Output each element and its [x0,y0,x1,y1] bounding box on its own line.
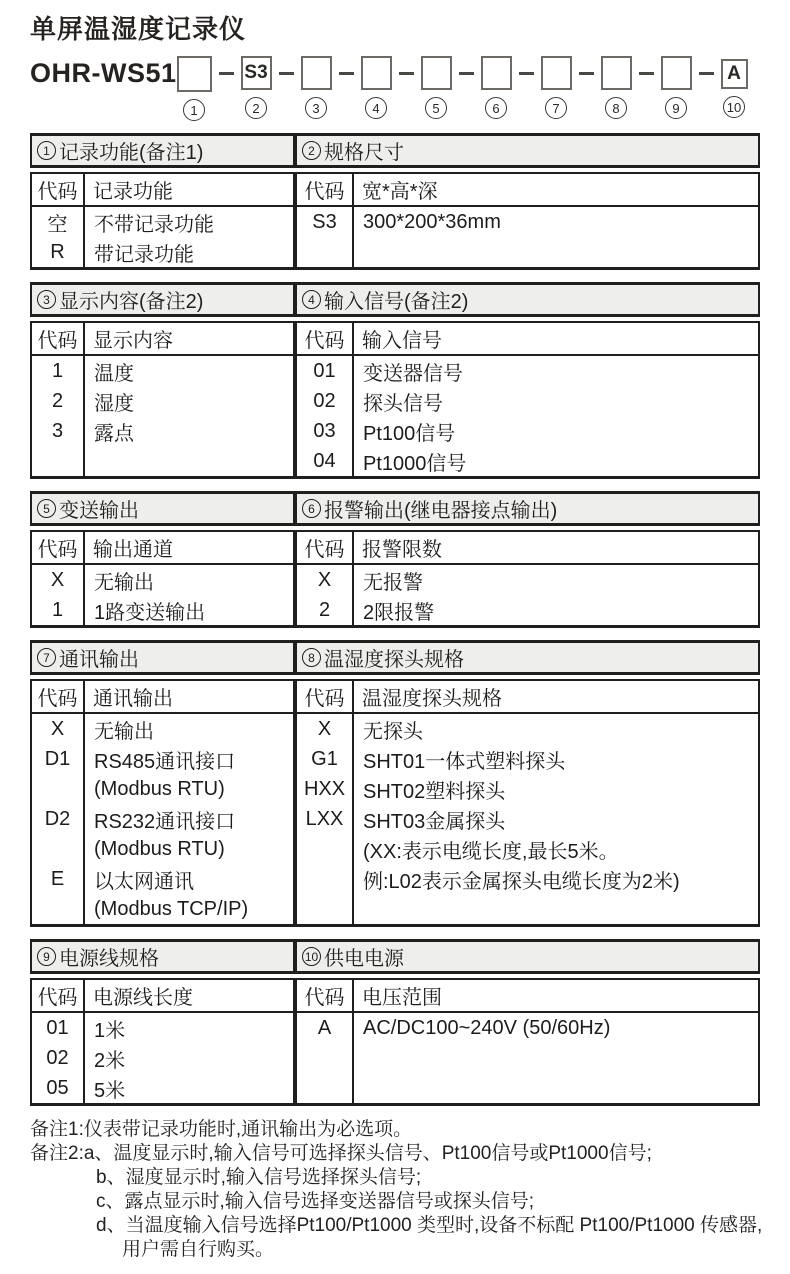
section-number: 2 [302,141,321,160]
section-number: 10 [302,947,321,966]
code-cell [32,894,83,924]
desc-column-header: 温湿度探头规格 [362,688,502,710]
section-header [30,491,295,526]
code-cell: 05 [46,1076,69,1099]
desc-cell: (Modbus RTU) [94,837,225,860]
desc-column [85,207,293,267]
segment-number: 1 [183,99,205,121]
desc-column [354,565,758,625]
code-column [32,1013,85,1103]
code-column-header: 代码 [297,174,354,205]
section-title: 输入信号(备注2) [324,291,469,313]
segment-number: 6 [485,97,507,119]
desc-cell: 以太网通讯 [94,870,194,893]
desc-column-header: 输出通道 [93,539,173,561]
section-header [295,491,760,526]
section-10 [295,939,760,1106]
section-6 [295,491,760,628]
section-header [30,282,295,317]
section-pair [30,282,760,479]
section-pair [30,939,760,1106]
desc-cell: SHT03金属探头 [363,810,506,833]
section-1 [30,133,295,270]
section-number: 5 [37,499,56,518]
table-body [32,356,293,476]
table-body [297,714,758,924]
desc-cell: 1路变送输出 [94,601,206,624]
spec-table [295,172,760,270]
code-column [297,714,354,924]
desc-cell: Pt100信号 [363,422,456,445]
code-cell [297,834,352,864]
desc-cell: 不带记录功能 [94,213,214,236]
model-segment-4 [361,56,392,119]
note-line: 备注2:a、温度显示时,输入信号可选择探头信号、Pt100信号或Pt1000信号; [30,1143,652,1164]
section-title: 记录功能(备注1) [59,142,204,164]
desc-cell: RS485通讯接口 [94,750,236,773]
section-title: 变送输出 [59,500,139,522]
section-header [295,133,760,168]
spec-table [30,679,295,927]
model-code-line [30,56,760,121]
section-header [30,640,295,675]
section-header [295,282,760,317]
section-title: 通讯输出 [59,649,139,671]
model-code-box-filled: A [721,59,748,89]
desc-column-header: 电源线长度 [93,987,193,1009]
note-line: d、当温度输入信号选择Pt100/Pt1000 类型时,设备不标配 Pt100/Pt1000 传感器, [96,1215,763,1236]
code-cell: HXX [303,777,346,800]
desc-column-header: 记录功能 [93,181,173,203]
dash-separator [219,72,234,75]
code-cell [32,834,83,864]
desc-cell: 2限报警 [363,601,435,624]
segment-number: 8 [605,97,627,119]
section-title: 供电电源 [324,948,404,970]
section-5 [30,491,295,628]
model-code-box-empty [421,56,452,90]
spec-table [295,530,760,628]
model-segment-2 [241,56,272,119]
spec-table [295,679,760,927]
desc-cell: (Modbus RTU) [94,777,225,800]
desc-column-header: 显示内容 [93,330,173,352]
note-line: c、露点显示时,输入信号选择变送器信号或探头信号; [96,1191,535,1212]
desc-cell: AC/DC100~240V (50/60Hz) [363,1016,611,1039]
spec-table [295,978,760,1106]
code-column [32,565,85,625]
section-8 [295,640,760,927]
footnotes [30,1118,763,1262]
code-cell: E [50,867,65,890]
dash-separator [279,72,294,75]
segment-number: 4 [365,97,387,119]
desc-column-header: 报警限数 [362,539,442,561]
desc-cell: (XX:表示电缆长度,最长5米。 [363,840,619,863]
section-3 [30,282,295,479]
section-7 [30,640,295,927]
desc-cell: 300*200*36mm [363,210,501,233]
table-header-row [297,681,758,714]
code-cell: 03 [313,419,336,442]
section-pair [30,133,760,270]
table-body [32,714,293,924]
desc-cell: SHT02塑料探头 [363,780,506,803]
table-header-row [32,980,293,1013]
code-column-header: 代码 [297,681,354,712]
model-prefix: OHR-WS51 [30,58,177,88]
table-body [32,565,293,625]
model-segment-10 [721,56,748,118]
spec-table [295,321,760,479]
code-column [297,1013,354,1103]
desc-cell: 带记录功能 [94,243,194,266]
segment-number: 2 [245,97,267,119]
dash-separator [579,72,594,75]
section-number: 8 [302,648,321,667]
desc-cell: SHT01一体式塑料探头 [363,750,566,773]
desc-column [354,1013,758,1103]
model-segments [177,56,748,121]
spec-table [30,321,295,479]
section-title: 电源线规格 [59,948,159,970]
code-cell: 2 [318,598,331,621]
section-number: 1 [37,141,56,160]
model-segment-7 [541,56,572,119]
code-column-header: 代码 [32,174,85,205]
table-body [297,565,758,625]
spec-sections [30,133,760,1106]
model-segment-9 [661,56,692,119]
desc-column [85,356,293,476]
dash-separator [459,72,474,75]
code-cell: R [50,240,65,263]
code-column-header: 代码 [32,681,85,712]
code-cell: 空 [47,213,68,236]
table-body [297,207,758,267]
page-title: 单屏温湿度记录仪 [30,14,247,44]
table-header-row [297,532,758,565]
code-cell: X [50,568,65,591]
code-column [32,207,85,267]
section-4 [295,282,760,479]
segment-number: 7 [545,97,567,119]
model-code-box-empty [361,56,392,90]
code-cell: X [317,568,332,591]
section-title: 温湿度探头规格 [324,649,464,671]
code-column-header: 代码 [32,323,85,354]
code-cell: 02 [313,389,336,412]
code-cell: D1 [44,747,71,770]
code-cell: X [317,717,332,740]
dash-separator [699,72,714,75]
table-header-row [297,980,758,1013]
section-header [30,133,295,168]
code-cell: 01 [46,1016,69,1039]
model-segment-3 [301,56,332,119]
table-header-row [297,174,758,207]
desc-column-header: 通讯输出 [93,688,173,710]
code-cell: LXX [305,807,344,830]
desc-column-header: 输入信号 [362,330,442,352]
segment-number: 5 [425,97,447,119]
model-code-box-empty [301,56,332,90]
code-cell: A [317,1016,332,1039]
model-segment-8 [601,56,632,119]
table-body [297,356,758,476]
model-code-box-empty [601,56,632,90]
desc-cell: RS232通讯接口 [94,810,236,833]
desc-column [85,1013,293,1103]
code-cell: X [50,717,65,740]
desc-cell: (Modbus TCP/IP) [94,897,249,920]
code-cell: G1 [311,747,338,770]
code-column [297,356,354,476]
desc-cell: 例:L02表示金属探头电缆长度为2米) [363,870,680,893]
spec-table [30,172,295,270]
code-column-header: 代码 [297,980,354,1011]
code-cell: D2 [44,807,71,830]
table-body [32,1013,293,1103]
section-number: 6 [302,499,321,518]
desc-cell: 无输出 [94,571,154,594]
section-number: 3 [37,290,56,309]
section-number: 4 [302,290,321,309]
section-title: 显示内容(备注2) [59,291,204,313]
table-header-row [297,323,758,356]
desc-cell: 5米 [94,1079,126,1102]
table-header-row [32,532,293,565]
desc-column-header: 电压范围 [362,987,442,1009]
section-header [295,939,760,974]
desc-cell: 温度 [94,362,134,385]
dash-separator [339,72,354,75]
desc-column [354,714,758,924]
code-column [297,565,354,625]
code-column-header: 代码 [297,532,354,563]
desc-cell: 变送器信号 [363,362,463,385]
model-code-box-empty [177,56,212,92]
model-segment-5 [421,56,452,119]
segment-number: 9 [665,97,687,119]
desc-cell: 湿度 [94,392,134,415]
section-number: 9 [37,947,56,966]
section-title: 规格尺寸 [324,142,404,164]
section-2 [295,133,760,270]
desc-cell: 无输出 [94,720,154,743]
code-column-header: 代码 [297,323,354,354]
section-pair [30,491,760,628]
table-header-row [32,174,293,207]
code-column [297,207,354,267]
desc-cell: 2米 [94,1049,126,1072]
segment-number: 3 [305,97,327,119]
code-column-header: 代码 [32,980,85,1011]
desc-column [354,207,758,267]
code-cell: 2 [51,389,64,412]
section-title: 报警输出(继电器接点输出) [324,500,558,522]
dash-separator [639,72,654,75]
code-cell: 1 [51,359,64,382]
code-cell: 1 [51,598,64,621]
desc-cell: 露点 [94,422,134,445]
model-code-box-filled: S3 [241,56,272,90]
spec-table [30,978,295,1106]
model-segment-6 [481,56,512,119]
desc-cell: 无报警 [363,571,423,594]
code-cell [32,774,83,804]
note-line: 用户需自行购买。 [122,1239,275,1260]
desc-cell: 1米 [94,1019,126,1042]
spec-table [30,530,295,628]
model-code-box-empty [661,56,692,90]
desc-column [85,565,293,625]
desc-column-header: 宽*高*深 [362,181,438,203]
model-code-box-empty [481,56,512,90]
code-cell [297,864,352,894]
dash-separator [399,72,414,75]
desc-column [354,356,758,476]
table-body [297,1013,758,1103]
desc-cell: 无探头 [363,720,423,743]
model-code-box-empty [541,56,572,90]
note-line: 备注1:仪表带记录功能时,通讯输出为必选项。 [30,1119,413,1140]
code-cell: S3 [312,210,337,233]
code-column [32,356,85,476]
model-segment-1 [177,56,212,121]
code-cell: 01 [313,359,336,382]
code-column [32,714,85,924]
note-line: b、湿度显示时,输入信号选择探头信号; [96,1167,422,1188]
section-header [295,640,760,675]
desc-cell: Pt1000信号 [363,452,467,475]
code-column-header: 代码 [32,532,85,563]
table-header-row [32,323,293,356]
section-pair [30,640,760,927]
segment-number: 10 [723,96,745,118]
section-number: 7 [37,648,56,667]
dash-separator [519,72,534,75]
section-9 [30,939,295,1106]
table-header-row [32,681,293,714]
desc-column [85,714,293,924]
code-cell: 3 [51,419,64,442]
code-cell: 04 [313,449,336,472]
desc-cell: 探头信号 [363,392,443,415]
section-header [30,939,295,974]
table-body [32,207,293,267]
code-cell: 02 [46,1046,69,1069]
